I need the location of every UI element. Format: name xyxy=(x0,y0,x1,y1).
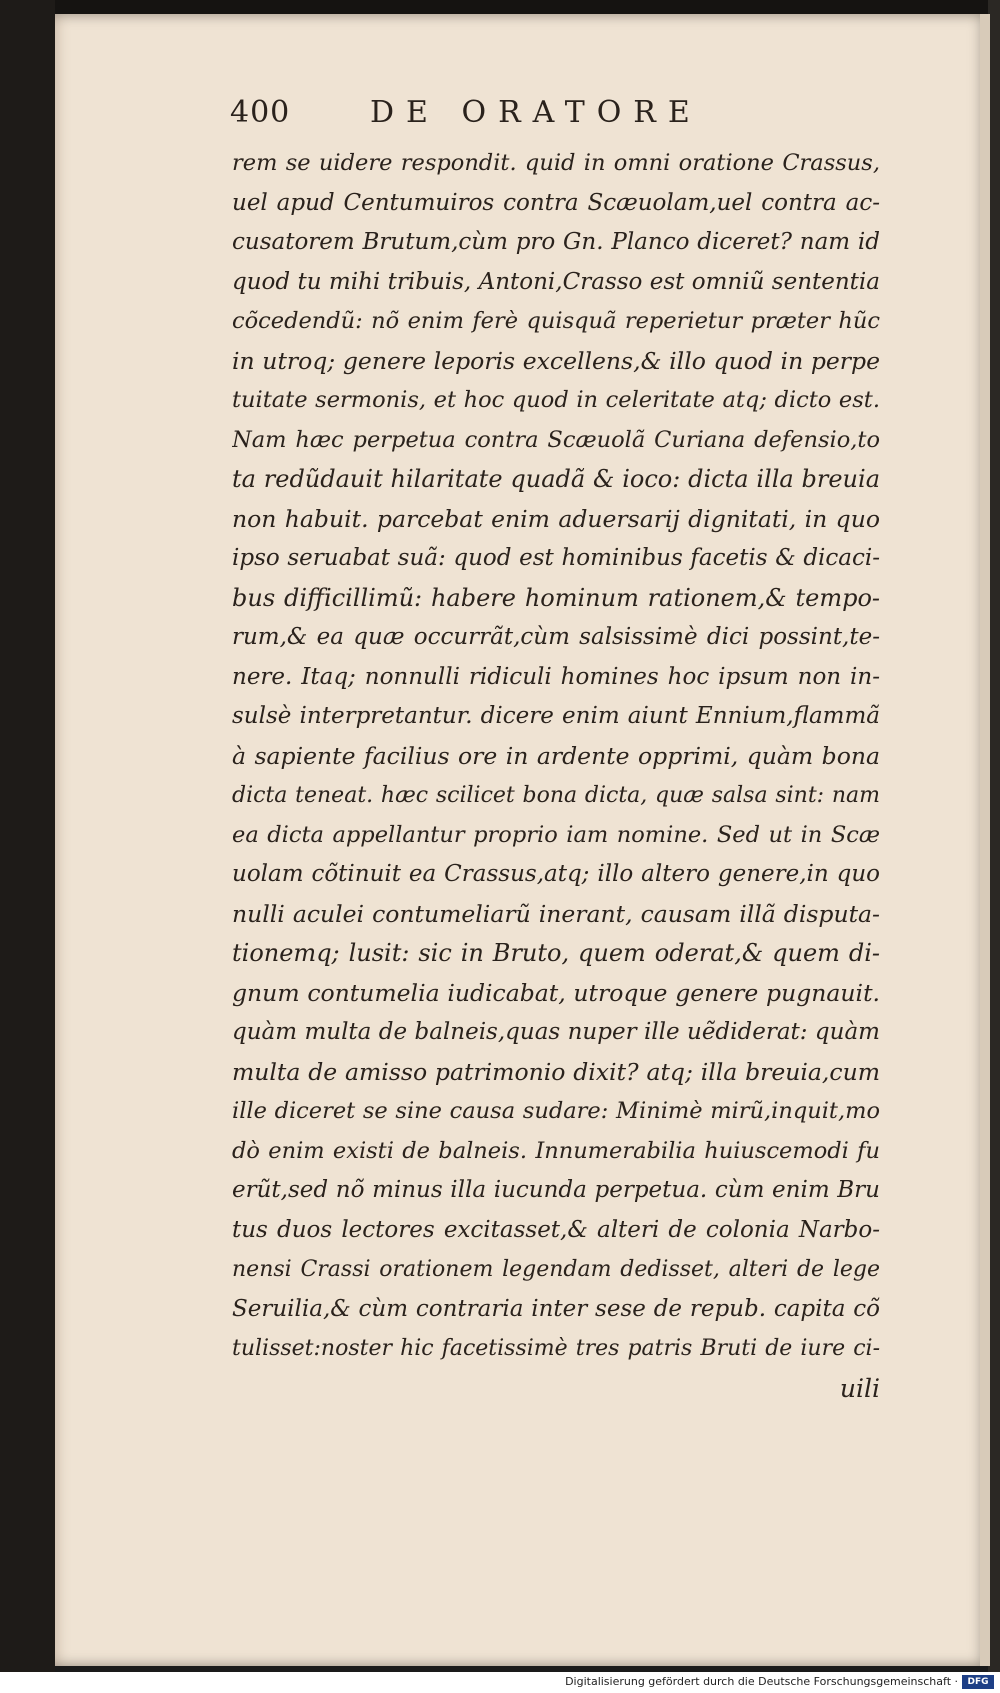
text-line: tionemq; lusit: sic in Bruto, quem oderat,& quem di- xyxy=(232,939,880,967)
text-line: à sapiente facilius ore in ardente opprimi, quàm bona xyxy=(232,741,880,770)
text-line: tus duos lectores excitasset,& alteri de colonia Narbo- xyxy=(232,1216,880,1243)
text-line: nere. Itaq; nonnulli ridiculi homines hoc ipsum non in- xyxy=(232,663,880,690)
text-line: bus difficillimũ: habere hominum rationem,& tempo- xyxy=(232,583,880,612)
text-line: cusatorem Brutum,cùm pro Gn. Planco diceret? nam id xyxy=(232,229,880,255)
text-line: in utroq; genere leporis excellens,& illo quod in perpe xyxy=(232,346,880,375)
text-line: quàm multa de balneis,quas nuper ille uẽdiderat: quàm xyxy=(232,1019,880,1045)
text-line: nulli aculei contumeliarũ inerant, causam illã disputa- xyxy=(232,899,880,928)
text-line: Seruilia,& cùm contraria inter sese de repub. capita cõ xyxy=(232,1295,880,1322)
text-line: uolam cõtinuit ea Crassus,atq; illo altero genere,in quo xyxy=(232,861,880,887)
body-text xyxy=(232,144,880,1404)
text-line: quod tu mihi tribuis, Antoni,Crasso est omniũ sententia xyxy=(232,268,880,295)
running-head: DE ORATORE xyxy=(370,95,702,130)
text-line: rem se uidere respondit. quid in omni oratione Crassus, xyxy=(232,150,880,176)
text-line: Nam hæc perpetua contra Scæuolã Curiana defensio,to xyxy=(232,426,880,453)
text-line: uel apud Centumuiros contra Scæuolam,uel contra ac- xyxy=(232,189,880,216)
text-line: dicta teneat. hæc scilicet bona dicta, quæ salsa sint: nam xyxy=(232,783,880,808)
text-line: multa de amisso patrimonio dixit? atq; illa breuia,cum xyxy=(232,1057,880,1086)
text-line: tulisset:noster hic facetissimè tres patris Bruti de iure ci- xyxy=(232,1336,880,1361)
text-line: ipso seruabat suã: quod est hominibus facetis & dicaci- xyxy=(232,545,880,571)
text-line: rum,& ea quæ occurrãt,cùm salsissimè dici possint,te- xyxy=(232,624,880,650)
text-line: gnum contumelia iudicabat, utroque genere pugnauit. xyxy=(232,978,880,1007)
page-header xyxy=(230,95,870,141)
page-edge-shadow xyxy=(980,14,990,1666)
text-line: cõcedendũ: nõ enim ferè quisquã reperietur præter hũc xyxy=(232,308,880,334)
text-line: nensi Crassi orationem legendam dedisset, alteri de lege xyxy=(232,1257,880,1282)
footer-credit: Digitalisierung gefördert durch die Deutsche Forschungsgemeinschaft · xyxy=(565,1675,958,1688)
page-number: 400 xyxy=(230,95,291,130)
scan-left-border xyxy=(0,0,55,1672)
text-line: non habuit. parcebat enim aduersarij dignitati, in quo xyxy=(232,504,880,533)
text-line: dò enim existi de balneis. Innumerabilia huiuscemodi fu xyxy=(232,1137,880,1164)
text-line: ea dicta appellantur proprio iam nomine. Sed ut in Scæ xyxy=(232,821,880,848)
text-line: sulsè interpretantur. dicere enim aiunt Ennium,flammã xyxy=(232,703,880,729)
text-line: erũt,sed nõ minus illa iucunda perpetua. cùm enim Bru xyxy=(232,1177,880,1203)
text-line: tuitate sermonis, et hoc quod in celeritate atq; dicto est. xyxy=(232,387,880,413)
digitization-footer xyxy=(0,1672,1000,1693)
text-line: ta redũdauit hilaritate quadã & ioco: dicta illa breuia xyxy=(232,465,880,493)
text-line: ille diceret se sine causa sudare: Minimè mirũ,inquit,mo xyxy=(232,1098,880,1124)
dfg-logo: DFG xyxy=(962,1675,994,1689)
text-line: uili xyxy=(839,1373,880,1403)
